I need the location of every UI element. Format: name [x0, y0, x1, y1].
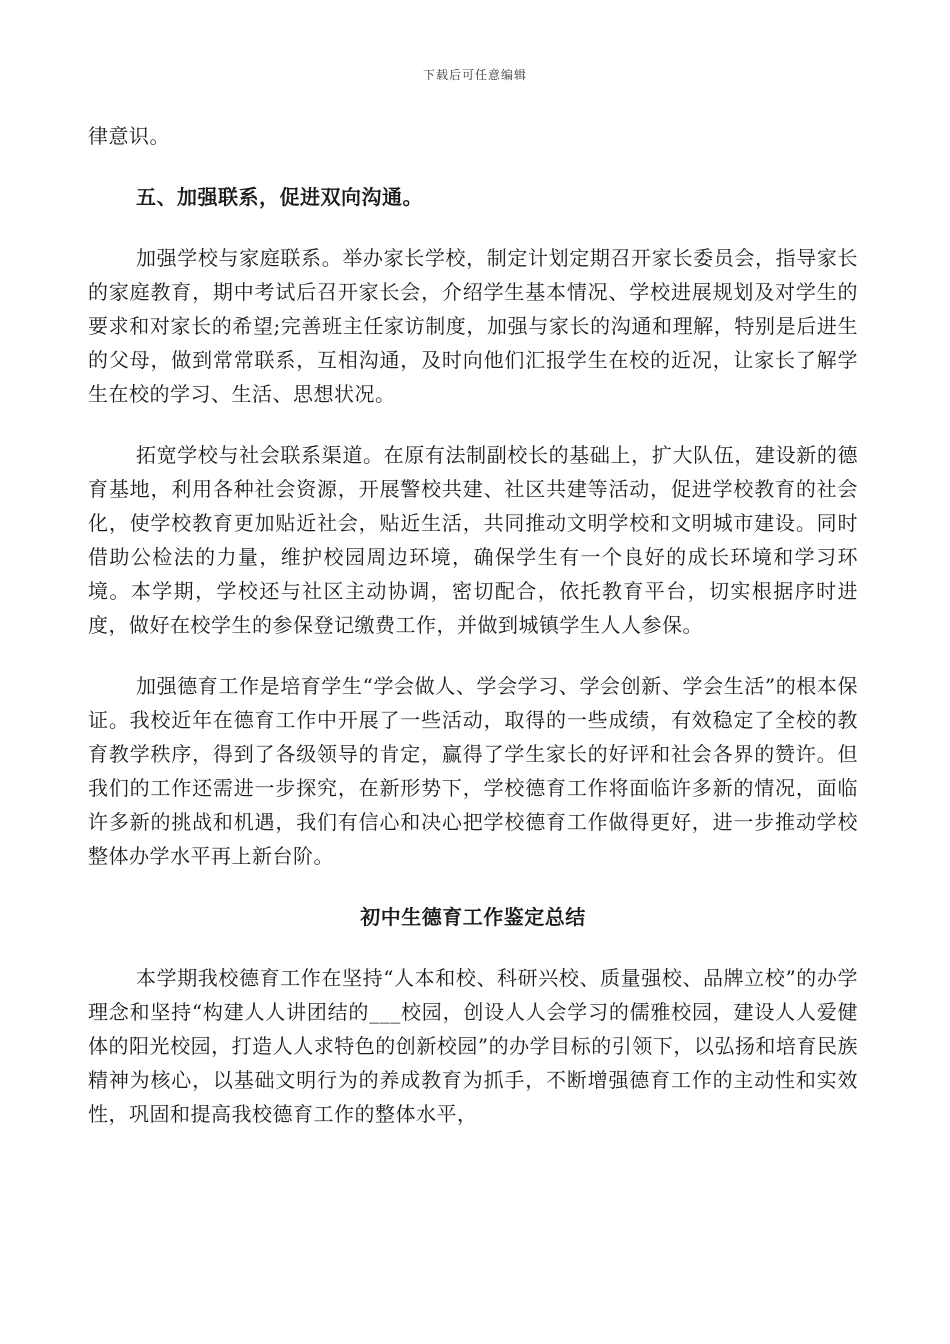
- continuation-text: 律意识。: [88, 124, 170, 148]
- paragraph-family-contact: 加强学校与家庭联系。举办家长学校，制定计划定期召开家长委员会，指导家长的家庭教育，期中考试后召开家长会，介绍学生基本情况、学校进展规划及对学生的要求和对家长的希望;完善班主任家访制度，加强与家长的沟通和理解，特别是后进生的父母，做到常常联系，互相沟通，及时向他们汇报学生在校的近况，让家长了解学生在校的学习、生活、思想状况。: [88, 246, 858, 406]
- page-header: 下载后可任意编辑: [422, 68, 527, 82]
- document-title: 初中生德育工作鉴定总结: [360, 905, 586, 929]
- paragraph-society-contact: 拓宽学校与社会联系渠道。在原有法制副校长的基础上，扩大队伍，建设新的德育基地，利用各种社会资源，开展警校共建、社区共建等活动，促进学校教育的社会化，使学校教育更加贴近社会，贴近生活，共同推动文明学校和文明城市建设。同时借助公检法的力量，维护校园周边环境，确保学生有一个良好的成长环境和学习环境。本学期，学校还与社区主动协调，密切配合，依托教育平台，切实根据序时进度，做好在校学生的参保登记缴费工作，并做到城镇学生人人参保。: [88, 443, 858, 637]
- section-heading-five: 五、加强联系，促进双向沟通。: [136, 185, 423, 209]
- document-body: [88, 119, 858, 1131]
- paragraph-moral-education-summary: 加强德育工作是培育学生“学会做人、学会学习、学会创新、学会生活”的根本保证。我校近年在德育工作中开展了一些活动，取得的一些成绩，有效稳定了全校的教育教学秩序，得到了各级领导的肯定，赢得了学生家长的好评和社会各界的赞许。但我们的工作还需进一步探究，在新形势下，学校德育工作将面临许多新的情况，面临许多新的挑战和机遇，我们有信心和决心把学校德育工作做得更好，进一步推动学校整体办学水平再上新台阶。: [88, 674, 858, 868]
- paragraph-semester-overview: 本学期我校德育工作在坚持“人本和校、科研兴校、质量强校、品牌立校”的办学理念和坚持“构建人人讲团结的___校园，创设人人会学习的儒雅校园，建设人人爱健体的阳光校园，打造人人求特色的创新校园”的办学目标的引领下，以弘扬和培育民族精神为核心，以基础文明行为的养成教育为抓手，不断增强德育工作的主动性和实效性，巩固和提高我校德育工作的整体水平，: [88, 966, 858, 1126]
